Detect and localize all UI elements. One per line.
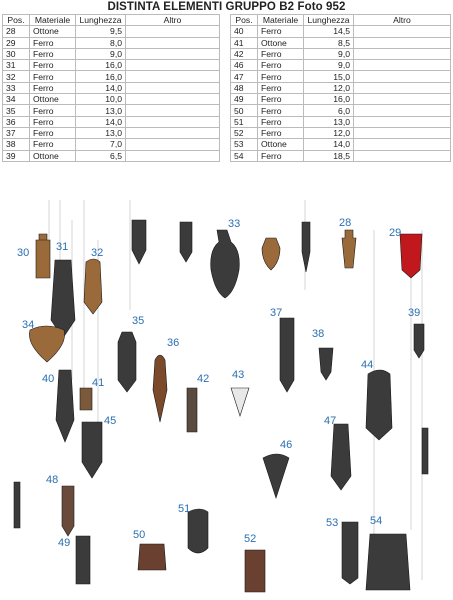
cell-altro (126, 127, 220, 138)
plumb-bob-37 (280, 318, 294, 392)
bob-label-46: 46 (280, 439, 293, 451)
table-row (3, 150, 220, 161)
cell-materiale: Ferro (258, 60, 304, 71)
cell-altro (354, 71, 451, 82)
plumb-bob-44 (366, 370, 392, 440)
cell-materiale: Ottone (258, 139, 304, 150)
elements-table-right (230, 14, 451, 162)
bob-label-50: 50 (133, 529, 146, 541)
table-row (231, 82, 451, 93)
table-row (231, 116, 451, 127)
bob-label-49: 49 (58, 537, 71, 549)
bob-label-53: 53 (326, 517, 339, 529)
cell-pos: 35 (3, 105, 30, 116)
cell-pos: 51 (231, 116, 258, 127)
plumb-bob-29 (400, 234, 422, 278)
cell-materiale: Ottone (30, 26, 76, 37)
cell-pos: 54 (231, 150, 258, 161)
col-header-lunghezza: Lunghezza (76, 15, 126, 26)
cell-altro (126, 139, 220, 150)
bob-label-32: 32 (91, 247, 104, 259)
bob-label-45: 45 (104, 415, 117, 427)
cell-pos: 41 (231, 37, 258, 48)
cell-lunghezza: 15,0 (304, 71, 354, 82)
cell-pos: 42 (231, 48, 258, 59)
plumb-bob-left-edge (14, 482, 20, 528)
plumb-bob-34 (29, 326, 64, 362)
cell-altro (354, 139, 451, 150)
table-row (3, 71, 220, 82)
bob-label-39: 39 (408, 307, 421, 319)
cell-lunghezza: 16,0 (76, 60, 126, 71)
plumb-bob-51 (188, 509, 208, 553)
cell-lunghezza: 6,5 (76, 150, 126, 161)
cell-pos: 33 (3, 82, 30, 93)
table-row (3, 48, 220, 59)
plumb-bob-43 (231, 388, 249, 416)
table-row (231, 139, 451, 150)
cell-materiale: Ferro (258, 48, 304, 59)
plumb-bob-30 (36, 234, 50, 278)
table-row (3, 82, 220, 93)
cell-lunghezza: 12,0 (304, 127, 354, 138)
bob-label-31: 31 (56, 241, 69, 253)
cell-altro (126, 150, 220, 161)
table-row (3, 37, 220, 48)
cell-pos: 39 (3, 150, 30, 161)
cell-materiale: Ottone (30, 150, 76, 161)
plumb-bob-top-b (180, 222, 192, 262)
cell-altro (354, 94, 451, 105)
cell-materiale: Ferro (30, 60, 76, 71)
cell-pos: 40 (231, 26, 258, 37)
cell-materiale: Ferro (30, 139, 76, 150)
cell-altro (126, 26, 220, 37)
table-header-row (231, 15, 451, 26)
plumb-bob-39 (414, 324, 424, 358)
table-row (231, 105, 451, 116)
plumb-bob-right-edge (422, 428, 428, 474)
bob-label-33: 33 (228, 218, 241, 230)
plumb-bob-38 (319, 348, 333, 380)
cell-lunghezza: 16,0 (76, 71, 126, 82)
cell-materiale: Ferro (258, 150, 304, 161)
cell-materiale: Ottone (30, 94, 76, 105)
cell-altro (354, 116, 451, 127)
cell-lunghezza: 14,5 (304, 26, 354, 37)
cell-materiale: Ferro (258, 94, 304, 105)
cell-lunghezza: 16,0 (304, 94, 354, 105)
plumb-bob-40 (56, 370, 74, 442)
cell-pos: 38 (3, 139, 30, 150)
col-header-altro: Altro (126, 15, 220, 26)
plumb-bob-top-d (302, 222, 310, 272)
table-row (3, 94, 220, 105)
cell-materiale: Ferro (258, 105, 304, 116)
table-row (3, 139, 220, 150)
plumb-bob-28 (342, 230, 356, 268)
cell-materiale: Ferro (258, 82, 304, 93)
cell-pos: 53 (231, 139, 258, 150)
bob-label-37: 37 (270, 307, 283, 319)
table-row (3, 60, 220, 71)
table-row (231, 48, 451, 59)
cell-pos: 52 (231, 127, 258, 138)
cell-lunghezza: 14,0 (76, 116, 126, 127)
cell-pos: 49 (231, 94, 258, 105)
cell-altro (126, 37, 220, 48)
table-row (231, 150, 451, 161)
cell-altro (126, 105, 220, 116)
cell-materiale: Ferro (30, 48, 76, 59)
bob-label-52: 52 (244, 533, 257, 545)
bob-label-40: 40 (42, 373, 55, 385)
table-row (231, 127, 451, 138)
cell-lunghezza: 9,0 (304, 48, 354, 59)
cell-pos: 31 (3, 60, 30, 71)
cell-lunghezza: 14,0 (304, 139, 354, 150)
table-row (231, 60, 451, 71)
cell-altro (126, 116, 220, 127)
cell-lunghezza: 13,0 (76, 127, 126, 138)
cell-materiale: Ferro (30, 82, 76, 93)
plumb-bob-50 (138, 544, 166, 570)
cell-pos: 46 (231, 60, 258, 71)
cell-lunghezza: 14,0 (76, 82, 126, 93)
bob-label-41: 41 (92, 377, 105, 389)
cell-altro (354, 82, 451, 93)
cell-lunghezza: 13,0 (304, 116, 354, 127)
cell-pos: 48 (231, 82, 258, 93)
cell-altro (126, 60, 220, 71)
col-header-pos: Pos. (3, 15, 30, 26)
cell-altro (126, 71, 220, 82)
table-row (231, 37, 451, 48)
bob-label-30: 30 (17, 247, 30, 259)
cell-altro (126, 94, 220, 105)
cell-pos: 32 (3, 71, 30, 82)
bob-label-35: 35 (132, 315, 145, 327)
cell-pos: 37 (3, 127, 30, 138)
plumb-bobs-photo (12, 200, 442, 594)
cell-lunghezza: 12,0 (304, 82, 354, 93)
plumb-bob-42 (187, 388, 197, 432)
cell-lunghezza: 9,0 (304, 60, 354, 71)
cell-lunghezza: 6,0 (304, 105, 354, 116)
bob-label-43: 43 (232, 369, 245, 381)
table-row (3, 105, 220, 116)
bob-label-34: 34 (22, 319, 35, 331)
plumb-bob-54 (366, 534, 410, 590)
cell-pos: 47 (231, 71, 258, 82)
cell-altro (354, 150, 451, 161)
plumb-bob-46 (263, 454, 289, 498)
elements-table-left (2, 14, 220, 162)
col-header-altro: Altro (354, 15, 451, 26)
cell-lunghezza: 10,0 (76, 94, 126, 105)
table-row (231, 94, 451, 105)
bob-label-36: 36 (167, 337, 180, 349)
cell-altro (126, 82, 220, 93)
cell-pos: 28 (3, 26, 30, 37)
cell-materiale: Ferro (30, 127, 76, 138)
plumb-bob-45 (82, 422, 102, 478)
cell-materiale: Ferro (258, 71, 304, 82)
cell-pos: 30 (3, 48, 30, 59)
cell-lunghezza: 8,5 (304, 37, 354, 48)
cell-altro (354, 37, 451, 48)
cell-materiale: Ferro (258, 26, 304, 37)
cell-lunghezza: 18,5 (304, 150, 354, 161)
plumb-bob-49 (76, 536, 90, 584)
col-header-materiale: Materiale (258, 15, 304, 26)
plumb-bob-33 (211, 230, 240, 298)
cell-materiale: Ferro (30, 105, 76, 116)
bob-label-38: 38 (312, 328, 325, 340)
bob-label-29: 29 (389, 227, 402, 239)
plumb-bob-47 (331, 424, 351, 490)
cell-pos: 50 (231, 105, 258, 116)
plumb-bob-52 (245, 550, 265, 592)
bob-label-54: 54 (370, 515, 383, 527)
plumb-bob-41 (80, 388, 92, 410)
plumb-bob-32 (84, 259, 102, 314)
cell-lunghezza: 13,0 (76, 105, 126, 116)
bob-label-42: 42 (197, 373, 210, 385)
cell-altro (354, 127, 451, 138)
col-header-lunghezza: Lunghezza (304, 15, 354, 26)
cell-altro (354, 105, 451, 116)
cell-altro (354, 48, 451, 59)
table-row (3, 127, 220, 138)
cell-lunghezza: 8,0 (76, 37, 126, 48)
cell-materiale: Ferro (30, 116, 76, 127)
cell-pos: 29 (3, 37, 30, 48)
plumb-bob-31 (51, 260, 75, 338)
cell-materiale: Ferro (258, 127, 304, 138)
bob-label-47: 47 (324, 415, 337, 427)
cell-lunghezza: 9,0 (76, 48, 126, 59)
cell-altro (126, 48, 220, 59)
cell-pos: 34 (3, 94, 30, 105)
bob-label-51: 51 (178, 503, 191, 515)
cell-pos: 36 (3, 116, 30, 127)
cell-altro (354, 60, 451, 71)
cell-lunghezza: 9,5 (76, 26, 126, 37)
plumb-bob-top-c (262, 238, 280, 270)
page-title: DISTINTA ELEMENTI GRUPPO B2 Foto 952 (107, 1, 346, 13)
table-row (3, 116, 220, 127)
cell-altro (354, 26, 451, 37)
cell-materiale: Ferro (30, 71, 76, 82)
plumb-bob-53 (342, 522, 358, 584)
table-row (231, 26, 451, 37)
cell-materiale: Ferro (258, 116, 304, 127)
plumb-bob-35 (118, 332, 136, 392)
plumb-bob-top-a (132, 220, 146, 264)
plumb-bob-36 (153, 355, 167, 422)
plumb-bob-48 (62, 486, 74, 536)
bob-label-28: 28 (339, 217, 352, 229)
table-row (3, 26, 220, 37)
bob-label-44: 44 (361, 359, 374, 371)
table-header-row (3, 15, 220, 26)
bob-label-48: 48 (46, 474, 59, 486)
col-header-pos: Pos. (231, 15, 258, 26)
table-row (231, 71, 451, 82)
cell-materiale: Ferro (30, 37, 76, 48)
cell-materiale: Ottone (258, 37, 304, 48)
cell-lunghezza: 7,0 (76, 139, 126, 150)
col-header-materiale: Materiale (30, 15, 76, 26)
